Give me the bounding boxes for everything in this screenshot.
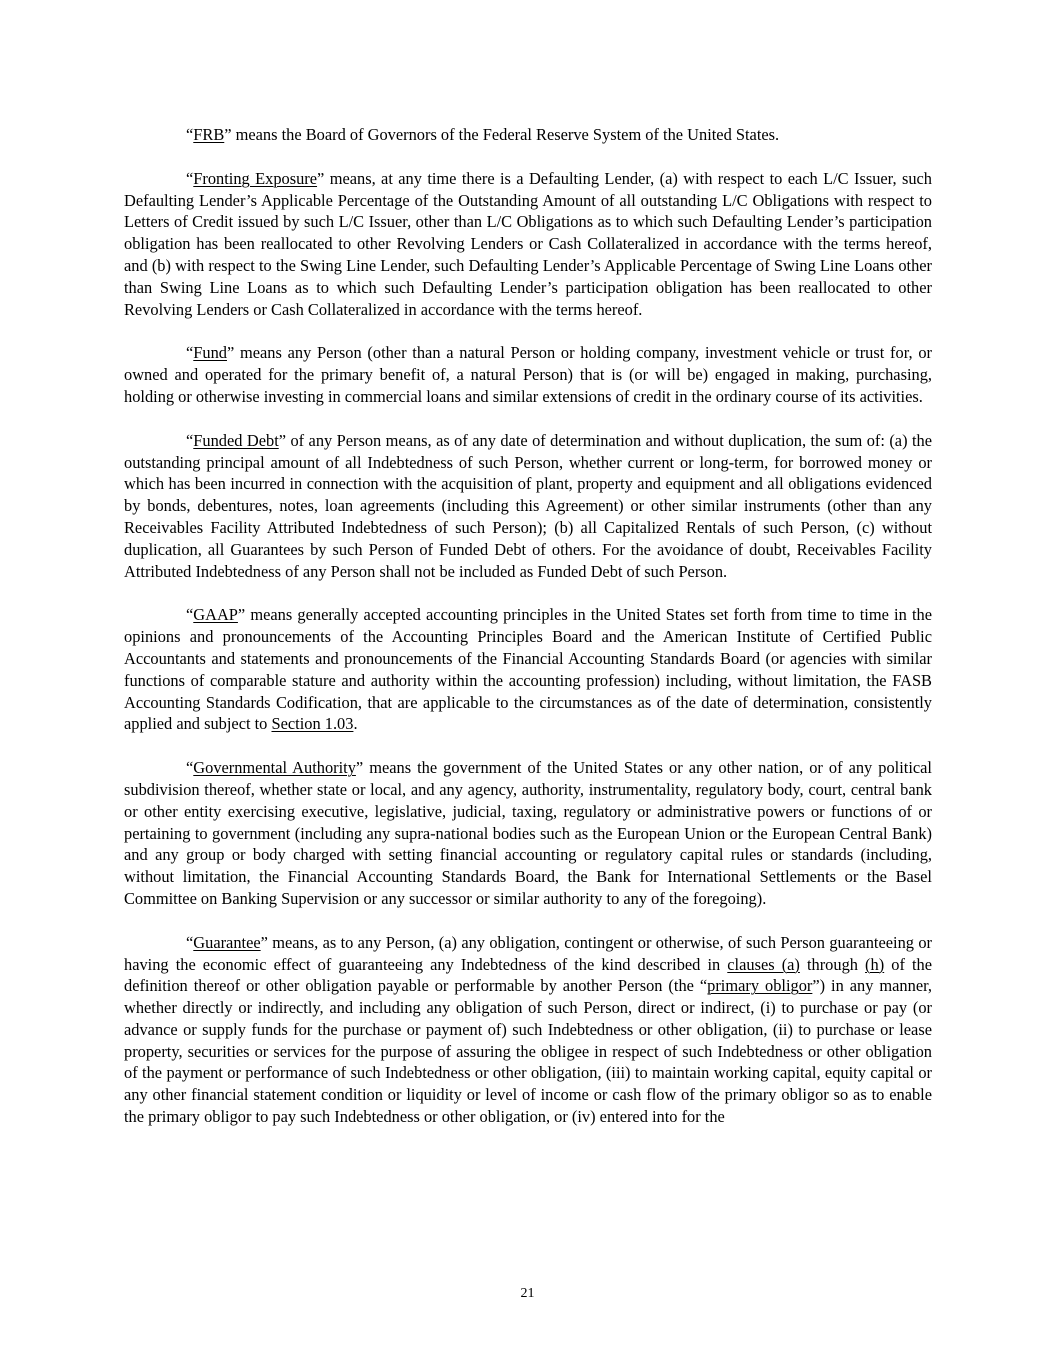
definition-paragraph — [124, 757, 932, 910]
definition-text: through — [799, 954, 866, 974]
definition-paragraph — [124, 124, 932, 146]
definition-text: ” means the Board of Governors of the Federal Reserve System of the United States. — [224, 125, 780, 144]
defined-term: Fronting Exposure — [193, 168, 318, 188]
defined-term: Section 1.03 — [271, 714, 354, 734]
definition-text: “ — [186, 430, 194, 450]
defined-term: Fund — [193, 343, 227, 363]
definition-text: “ — [186, 168, 194, 188]
defined-term: primary obligor — [707, 976, 813, 996]
definition-text: “ — [186, 605, 194, 625]
definition-paragraph — [124, 430, 932, 583]
definitions-section — [124, 124, 932, 1150]
definition-paragraph — [124, 168, 932, 321]
defined-term: (h) — [865, 954, 885, 974]
page-number: 21 — [520, 1286, 535, 1301]
defined-term: FRB — [193, 125, 225, 144]
definition-text: ” means any Person (other than a natural Person or holding company, investment vehicle or trust for, or owned and operated for the primary benefit of, a natural Person) that is (or will be) engaged in making, purchasing, holding or otherwise investing in commercial loans and similar extensions of credit in the ordinary course of its activities. — [124, 343, 932, 406]
definition-text: ”) in any manner, whether directly or indirectly, and including any obligation of such Person, direct or indirect, (i) to purchase or pay (or advance or supply funds for the purchase or payment of) such Indebtedness or other obligation, (ii) to purchase or lease property, securities or services for the purpose of assuring the obligee in respect of such Indebtedness or other obligation of the payment or performance of such Indebtedness or other obligation, (iii) to maintain working capital, equity capital or any other financial statement condition or liquidity or level of income or cash flow of the primary obligor so as to enable the primary obligor to pay such Indebtedness or other obligation, or (iv) entered into for the — [124, 976, 932, 1127]
definition-text: ” means, as to any Person, (a) any obligation, contingent or otherwise, of such Person guaranteeing or having the economic effect of guaranteeing any Indebtedness of the kind described in — [124, 932, 932, 974]
definition-text: ” of any Person means, as of any date of determination and without duplication, the sum of: (a) the outstanding principal amount of all Indebtedness of such Person, whether current or long-term, for borrowed money or which has been incurred in connection with the acquisition of plant, property and equipment and all obligations evidenced by bonds, debentures, notes, loan agreements (including this Agreement) or other similar instruments (other than any Receivables Facility Attributed Indebtedness of such Person); (b) all Capitalized Rentals of such Person, (c) without duplication, all Guarantees by such Person of Funded Debt of others. For the avoidance of doubt, Receivables Facility Attributed Indebtedness of any Person shall not be included as Funded Debt of such Person. — [124, 430, 932, 581]
definition-text: . — [353, 714, 358, 734]
defined-term: Funded Debt — [193, 430, 279, 450]
definition-text: “ — [186, 758, 194, 778]
definition-paragraph — [124, 932, 932, 1128]
defined-term: Governmental Authority — [193, 758, 356, 778]
definition-paragraph — [124, 342, 932, 407]
definition-text: “ — [186, 932, 194, 952]
definition-text: ” means the government of the United States or any other nation, or of any political subdivision thereof, whether state or local, and any agency, authority, instrumentality, regulatory body, court, central bank or other entity exercising executive, legislative, judicial, taxing, regulatory or administrative powers or functions of or pertaining to government (including any supra-national bodies such as the European Union or the European Central Bank) and any group or body charged with setting financial accounting or regulatory capital rules or standards (including, without limitation, the Financial Accounting Standards Board, the Bank for International Settlements or the Basel Committee on Banking Supervision or any successor or similar authority to any of the foregoing). — [124, 758, 932, 908]
defined-term: GAAP — [193, 605, 238, 625]
definition-text: ” means generally accepted accounting principles in the United States set forth from time to time in the opinions and pronouncements of the Accounting Principles Board and the American Institute of Certified Public Accountants and statements and pronouncements of the Financial Accounting Standards Board (or agencies with similar functions of comparable stature and authority within the accounting profession) including, without limitation, the FASB Accounting Standards Codification, that are applicable to the circumstances as of the date of determination, consistently applied and subject to — [124, 605, 932, 734]
definition-paragraph — [124, 604, 932, 735]
defined-term: Guarantee — [193, 932, 261, 952]
definition-text: ” means, at any time there is a Defaulting Lender, (a) with respect to each L/C Issuer, such Defaulting Lender’s Applicable Percentage of the Outstanding Amount of all outstanding L/C Obligations with respect to Letters of Credit issued by such L/C Issuer, other than L/C Obligations as to which such Defaulting Lender’s participation obligation has been reallocated to other Revolving Lenders or Cash Collateralized in accordance with the terms hereof, and (b) with respect to the Swing Line Lender, such Defaulting Lender’s Applicable Percentage of Swing Line Loans other than Swing Line Loans as to which such Defaulting Lender’s participation obligation has been reallocated to other Revolving Lenders or Cash Collateralized in accordance with the terms hereof. — [124, 168, 932, 319]
definition-text: of the definition thereof or other obligation payable or performable by another Person (the “ — [124, 954, 933, 996]
definition-text: “ — [186, 125, 194, 144]
definition-text: “ — [186, 343, 194, 363]
defined-term: clauses (a) — [727, 954, 800, 974]
